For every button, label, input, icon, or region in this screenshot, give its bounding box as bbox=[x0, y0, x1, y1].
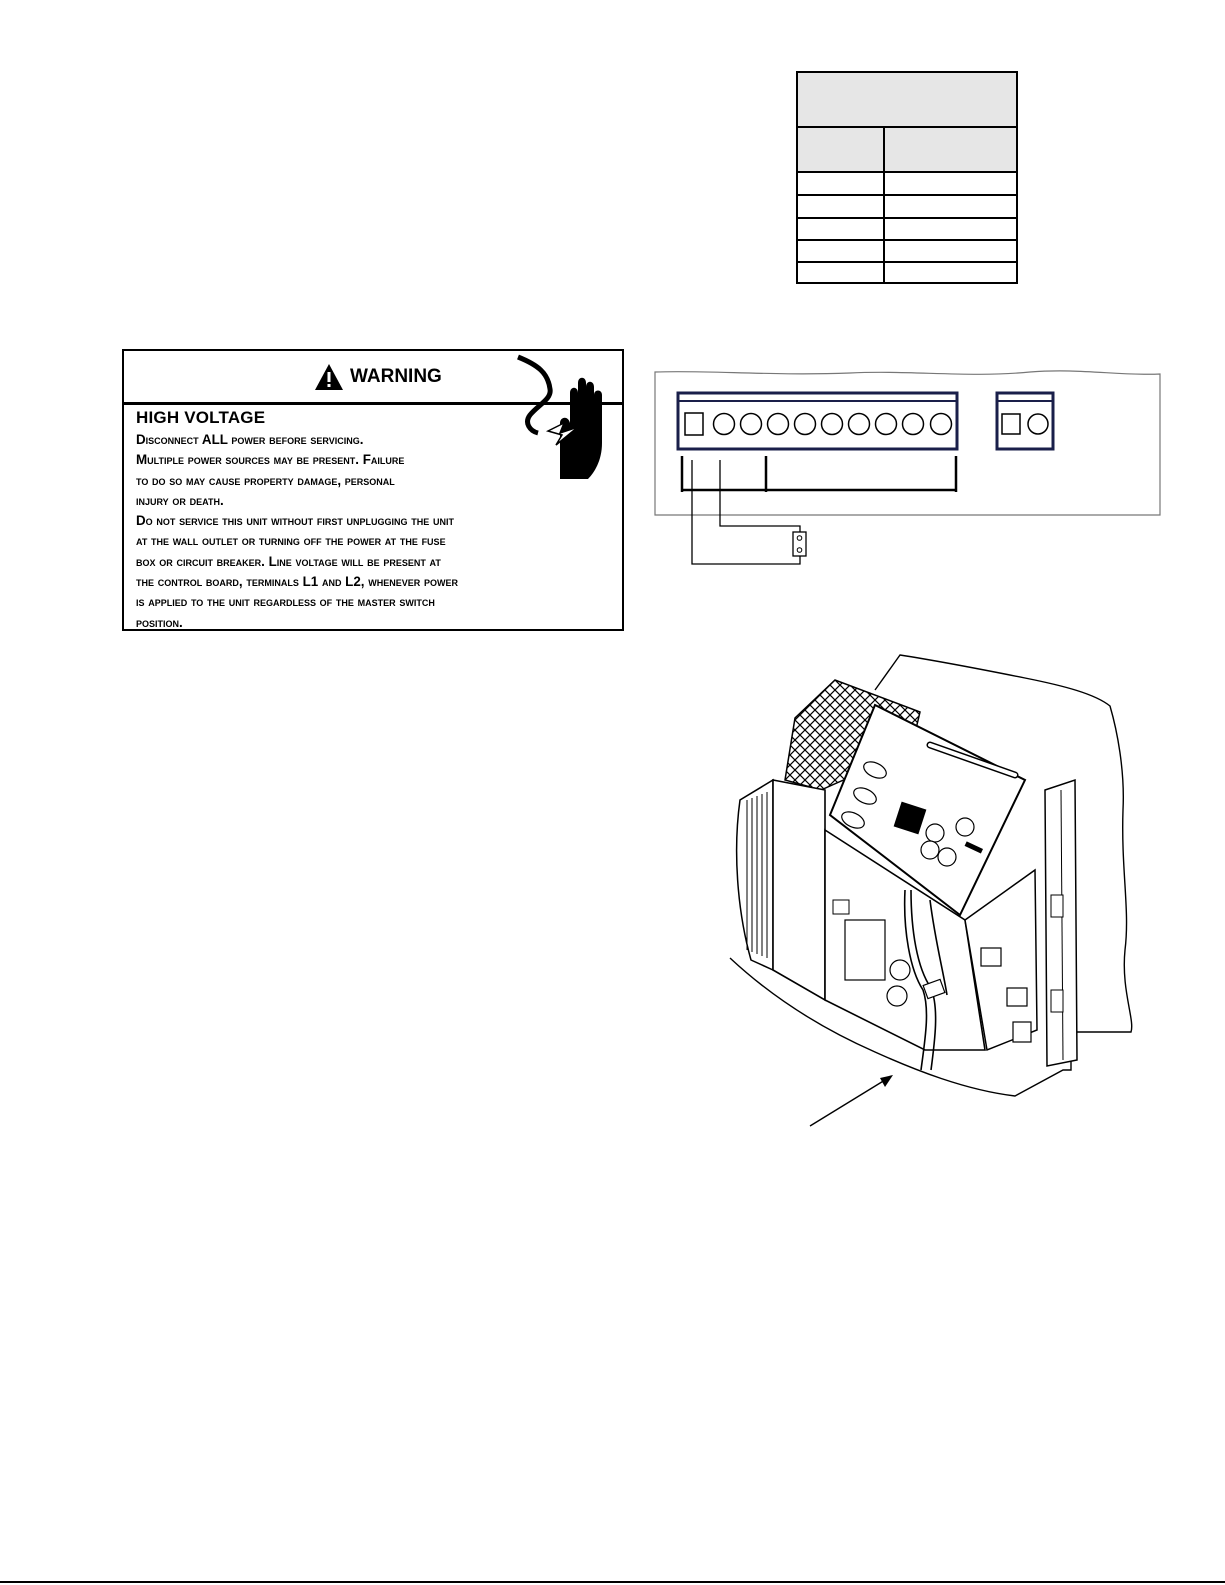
warning-line: injury or death. bbox=[136, 492, 224, 508]
warning-line: Multiple power sources may be present. Failure bbox=[136, 452, 405, 468]
table-column-divider bbox=[883, 128, 885, 282]
warning-subtitle: HIGH VOLTAGE bbox=[136, 408, 266, 427]
terminal-square bbox=[1002, 414, 1020, 434]
terminal-screw bbox=[768, 414, 789, 435]
warning-line: position. bbox=[136, 614, 183, 630]
warning-body bbox=[136, 430, 616, 633]
table-row bbox=[798, 217, 1016, 219]
terminal-screw bbox=[822, 414, 843, 435]
terminal-screw bbox=[903, 414, 924, 435]
warning-line: box or circuit breaker. Line voltage will be present at bbox=[136, 553, 441, 569]
table-row bbox=[798, 171, 1016, 173]
warning-line: the control board, terminals L1 and L2, whenever power bbox=[136, 574, 458, 590]
unit-illustration bbox=[725, 650, 1165, 1130]
terminal-screw bbox=[849, 414, 870, 435]
table-column-header bbox=[798, 128, 1016, 173]
table-row bbox=[798, 194, 1016, 196]
table-header bbox=[798, 73, 1016, 128]
terminal-screw bbox=[1028, 414, 1048, 434]
terminal-screw bbox=[714, 414, 735, 435]
terminal-strip-diagram bbox=[650, 360, 1165, 575]
exclamation-triangle-icon bbox=[314, 363, 344, 391]
spec-table bbox=[796, 71, 1018, 284]
warning-title bbox=[314, 363, 442, 391]
high-voltage-warning bbox=[122, 349, 624, 631]
terminal-screw bbox=[795, 414, 816, 435]
warning-line: is applied to the unit regardless of the master switch bbox=[136, 594, 435, 610]
table-row bbox=[798, 261, 1016, 263]
warning-title-text: WARNING bbox=[350, 366, 442, 387]
terminal-square bbox=[685, 413, 703, 435]
terminal-screw bbox=[741, 414, 762, 435]
terminal-screw bbox=[931, 414, 952, 435]
warning-line: to do so may cause property damage, personal bbox=[136, 472, 395, 488]
warning-line: Do not service this unit without first unplugging the unit bbox=[136, 513, 454, 529]
table-row bbox=[798, 239, 1016, 241]
terminal-screw bbox=[876, 414, 897, 435]
footer-rule bbox=[0, 1581, 1225, 1583]
warning-line: Disconnect ALL power before servicing. bbox=[136, 432, 364, 447]
warning-line: at the wall outlet or turning off the power at the fuse bbox=[136, 533, 446, 549]
